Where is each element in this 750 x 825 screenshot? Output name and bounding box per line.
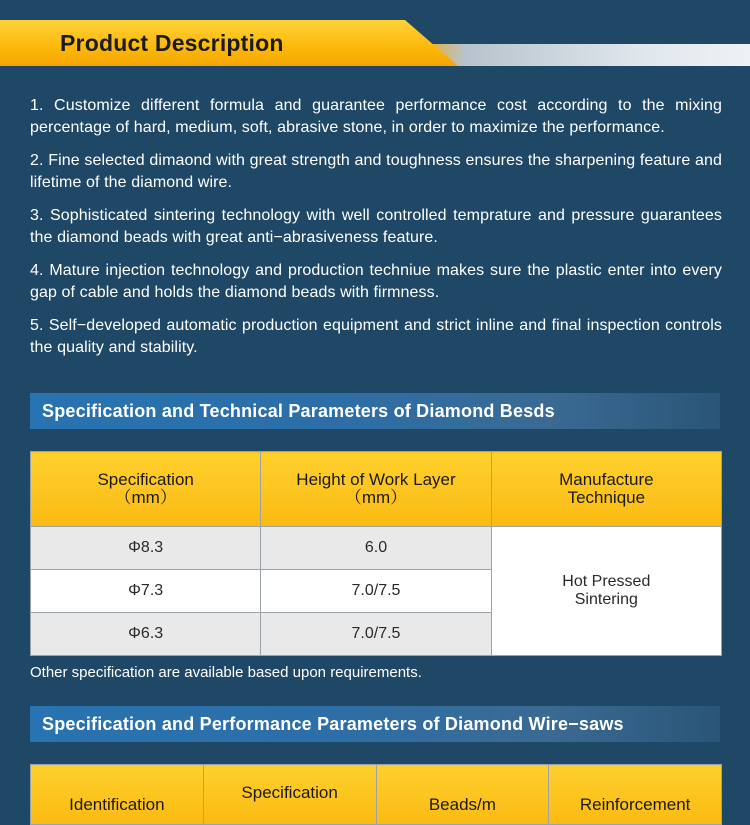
section-heading-beads <box>30 393 720 429</box>
description-item-2: 2. Fine selected dimaond with great strength and toughness ensures the sharpening feature and lifetime of the diamond wire. <box>30 152 722 191</box>
cell-spec: Φ8.3 <box>31 527 261 570</box>
cell-height: 7.0/7.5 <box>261 570 491 613</box>
col-header-height: Height of Work Layer （mm） <box>261 452 491 527</box>
cell-height: 7.0/7.5 <box>261 613 491 656</box>
table-note: Other specification are available based upon requirements. <box>30 664 422 681</box>
description-item-5: 5. Self−developed automatic production equipment and strict inline and final inspection controls the quality and stability. <box>30 317 722 356</box>
description-item-3: 3. Sophisticated sintering technology with well controlled temprature and pressure guarantees the diamond beads with great anti−abrasiveness feature. <box>30 207 722 246</box>
col-header-specification: Specification （mm） <box>31 452 261 527</box>
section-title: Specification and Performance Parameters of Diamond Wire−saws <box>42 714 624 734</box>
col-header-specification: Specification <box>203 765 376 825</box>
section-title: Specification and Technical Parameters of Diamond Besds <box>42 401 555 421</box>
description-item-4: 4. Mature injection technology and production techniue makes sure the plastic enter into every gap of cable and holds the diamond beads with firmness. <box>30 262 722 301</box>
page-title: Product Description <box>60 30 284 56</box>
wire-saw-spec-table <box>30 764 722 825</box>
description-item-1: 1. Customize different formula and guarantee performance cost according to the mixing percentage of hard, medium, soft, abrasive stone, in order to maximize the performance. <box>30 97 722 136</box>
cell-spec: Φ7.3 <box>31 570 261 613</box>
product-description <box>30 95 722 370</box>
beads-spec-table <box>30 451 722 656</box>
col-header-beads-per-m: Beads/m <box>376 765 549 825</box>
col-header-reinforcement: Reinforcement <box>549 765 722 825</box>
col-header-technique: Manufacture Technique <box>491 452 721 527</box>
col-header-identification: Identification <box>31 765 204 825</box>
table-header-row <box>31 452 722 527</box>
table-row <box>31 527 722 570</box>
table-header-row <box>31 765 722 825</box>
section-heading-wire-saws <box>30 706 720 742</box>
cell-spec: Φ6.3 <box>31 613 261 656</box>
cell-height: 6.0 <box>261 527 491 570</box>
cell-technique: Hot Pressed Sintering <box>491 527 721 656</box>
